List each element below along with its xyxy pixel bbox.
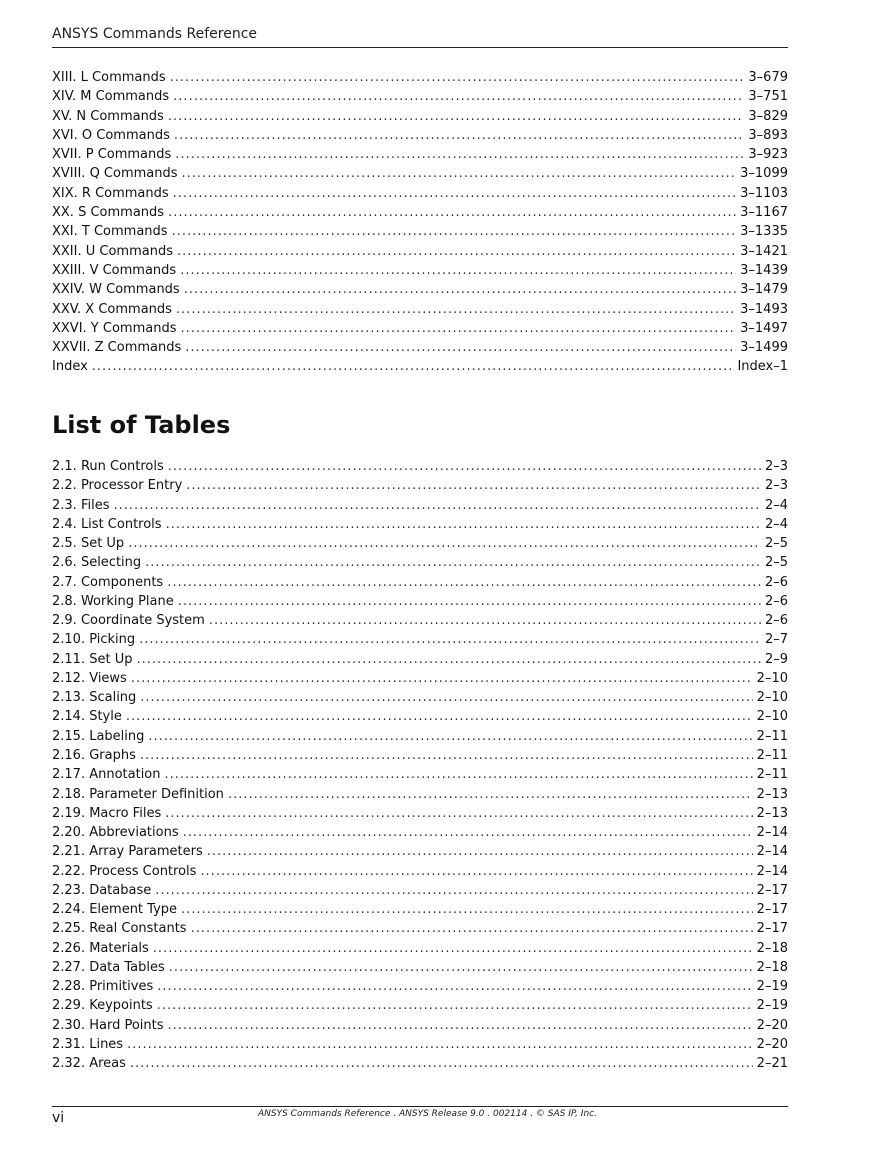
dot-leader [128, 534, 761, 553]
toc-entry-page[interactable]: 2–19 [756, 979, 788, 995]
toc-entry-label[interactable]: XIV. M Commands [52, 89, 170, 105]
dot-leader [168, 1016, 753, 1035]
toc-entry-page[interactable]: 3–1439 [740, 262, 788, 278]
toc-entry[interactable] [52, 457, 788, 476]
toc-entry-label[interactable]: XXII. U Commands [52, 243, 173, 259]
dot-leader [140, 688, 752, 707]
toc-entry[interactable] [52, 553, 788, 572]
toc-entry-page[interactable]: 2–13 [756, 786, 788, 802]
dot-leader [186, 476, 761, 495]
toc-entry-page[interactable]: 3–751 [748, 89, 788, 105]
toc-entry-page[interactable]: 2–11 [756, 747, 788, 763]
dot-leader [145, 553, 761, 572]
toc-entry[interactable] [52, 573, 788, 592]
toc-entry-page[interactable]: Index–1 [737, 359, 788, 375]
toc-entry-page[interactable]: 2–18 [756, 959, 788, 975]
toc-commands-list [52, 68, 788, 377]
toc-entry[interactable] [52, 630, 788, 649]
toc-entry[interactable] [52, 164, 788, 183]
list-of-tables-heading: List of Tables [52, 411, 231, 439]
toc-entry-page[interactable]: 2–13 [756, 805, 788, 821]
toc-entry-page[interactable]: 2–20 [756, 1017, 788, 1033]
toc-entry-page[interactable]: 3–923 [748, 147, 788, 163]
toc-entry-page[interactable]: 2–14 [756, 844, 788, 860]
toc-entry-label[interactable]: 2.22. Process Controls [52, 863, 197, 879]
dot-leader [170, 68, 745, 87]
toc-entry-label[interactable]: 2.32. Areas [52, 1056, 126, 1072]
toc-entry[interactable] [52, 261, 788, 280]
toc-entry-page[interactable]: 2–6 [764, 574, 788, 590]
toc-entry[interactable] [52, 126, 788, 145]
toc-entry[interactable] [52, 669, 788, 688]
toc-entry[interactable] [52, 107, 788, 126]
dot-leader [228, 785, 753, 804]
toc-entry-label[interactable]: XX. S Commands [52, 205, 165, 221]
dot-leader [173, 87, 744, 106]
dot-leader [200, 862, 752, 881]
toc-entry-label[interactable]: XVI. O Commands [52, 127, 170, 143]
footer-page-number: vi [52, 1110, 65, 1126]
dot-leader [92, 357, 734, 376]
dot-leader [148, 727, 752, 746]
dot-leader [139, 630, 761, 649]
toc-entry-label[interactable]: 2.7. Components [52, 574, 164, 590]
toc-entry[interactable] [52, 1054, 788, 1073]
toc-entry-label[interactable]: XV. N Commands [52, 108, 164, 124]
toc-entry[interactable] [52, 785, 788, 804]
toc-entry[interactable] [52, 87, 788, 106]
dot-leader [136, 650, 760, 669]
toc-entry-page[interactable]: 2–4 [764, 516, 788, 532]
toc-entry-page[interactable]: 3–1493 [740, 301, 788, 317]
toc-entry-label[interactable]: 2.5. Set Up [52, 536, 125, 552]
toc-entry-page[interactable]: 2–3 [764, 478, 788, 494]
dot-leader [153, 939, 753, 958]
toc-entry-label[interactable]: 2.1. Run Controls [52, 459, 164, 474]
running-header-title: ANSYS Commands Reference [52, 26, 258, 42]
toc-entry-page[interactable]: 3–1167 [740, 205, 788, 221]
dot-leader [182, 164, 737, 183]
toc-entry[interactable] [52, 242, 788, 261]
toc-entry-label[interactable]: XXV. X Commands [52, 301, 172, 317]
toc-entry[interactable] [52, 476, 788, 495]
dot-leader [157, 977, 752, 996]
toc-entry[interactable] [52, 688, 788, 707]
dot-leader [191, 919, 753, 938]
toc-entry[interactable] [52, 611, 788, 630]
dot-leader [177, 242, 736, 261]
toc-entry-page[interactable]: 3–1479 [740, 282, 788, 298]
toc-entry-label[interactable]: 2.14. Style [52, 709, 122, 725]
dot-leader [185, 338, 736, 357]
toc-entry[interactable] [52, 145, 788, 164]
toc-entry-label[interactable]: XVII. P Commands [52, 147, 172, 163]
dot-leader [165, 804, 752, 823]
dot-leader [167, 573, 761, 592]
toc-entry-label[interactable]: XVIII. Q Commands [52, 166, 178, 182]
toc-entry-label[interactable]: 2.30. Hard Points [52, 1017, 164, 1033]
dot-leader [168, 203, 736, 222]
toc-entry-label[interactable]: 2.20. Abbreviations [52, 825, 179, 841]
toc-entry[interactable] [52, 1035, 788, 1054]
toc-entry-label[interactable]: 2.25. Real Constants [52, 921, 187, 937]
list-of-tables [52, 457, 788, 1074]
toc-entry-label[interactable]: 2.16. Graphs [52, 747, 136, 763]
dot-leader [126, 707, 753, 726]
toc-entry-page[interactable]: 2–17 [756, 882, 788, 898]
dot-leader [209, 611, 761, 630]
dot-leader [176, 300, 736, 319]
toc-entry[interactable] [52, 300, 788, 319]
toc-entry[interactable] [52, 842, 788, 861]
toc-entry-label[interactable]: 2.3. Files [52, 497, 110, 513]
toc-entry-page[interactable]: 2–14 [756, 825, 788, 841]
dot-leader [174, 126, 745, 145]
dot-leader [172, 222, 737, 241]
toc-entry-page[interactable]: 3–1499 [740, 340, 788, 356]
toc-entry-label[interactable]: XXVI. Y Commands [52, 320, 177, 336]
dot-leader [113, 496, 760, 515]
toc-entry[interactable] [52, 727, 788, 746]
toc-entry[interactable] [52, 862, 788, 881]
toc-entry-page[interactable]: 2–21 [756, 1056, 788, 1072]
dot-leader [166, 515, 761, 534]
dot-leader [131, 669, 753, 688]
toc-entry-label[interactable]: 2.9. Coordinate System [52, 613, 205, 629]
toc-entry[interactable] [52, 515, 788, 534]
toc-entry[interactable] [52, 939, 788, 958]
toc-entry[interactable] [52, 338, 788, 357]
toc-entry-page[interactable]: 2–10 [756, 709, 788, 725]
toc-entry-page[interactable]: 3–829 [748, 108, 788, 124]
toc-entry[interactable] [52, 280, 788, 299]
toc-entry-label[interactable]: XIII. L Commands [52, 70, 166, 85]
toc-entry-page[interactable]: 2–9 [764, 651, 788, 667]
toc-entry[interactable] [52, 996, 788, 1015]
toc-entry[interactable] [52, 496, 788, 515]
toc-entry-label[interactable]: 2.26. Materials [52, 940, 149, 956]
toc-entry-page[interactable]: 2–6 [764, 593, 788, 609]
toc-entry-page[interactable]: 2–6 [764, 613, 788, 629]
toc-entry-page[interactable]: 2–10 [756, 690, 788, 706]
toc-entry-page[interactable]: 2–17 [756, 921, 788, 937]
toc-entry[interactable] [52, 534, 788, 553]
dot-leader [168, 457, 761, 476]
toc-entry-label[interactable]: XXIII. V Commands [52, 262, 177, 278]
toc-entry-label[interactable]: 2.4. List Controls [52, 516, 162, 532]
toc-entry-page[interactable]: 2–19 [756, 998, 788, 1014]
dot-leader [140, 746, 753, 765]
toc-entry-label[interactable]: 2.21. Array Parameters [52, 844, 203, 860]
toc-entry[interactable] [52, 881, 788, 900]
dot-leader [184, 280, 736, 299]
dot-leader [157, 996, 753, 1015]
toc-entry[interactable] [52, 222, 788, 241]
toc-entry-page[interactable]: 2–4 [764, 497, 788, 513]
toc-entry-label[interactable]: 2.12. Views [52, 670, 127, 686]
dot-leader [207, 842, 753, 861]
toc-entry-page[interactable]: 2–5 [764, 536, 788, 552]
toc-entry-label[interactable]: 2.24. Element Type [52, 902, 178, 918]
toc-entry-label[interactable]: 2.23. Database [52, 882, 152, 898]
toc-entry-page[interactable]: 3–1099 [740, 166, 788, 182]
toc-entry-label[interactable]: 2.8. Working Plane [52, 593, 174, 609]
toc-entry-page[interactable]: 3–1335 [740, 224, 788, 240]
dot-leader [180, 319, 736, 338]
toc-entry-page[interactable]: 2–17 [756, 902, 788, 918]
toc-entry-label[interactable]: 2.31. Lines [52, 1036, 124, 1052]
toc-entry[interactable] [52, 319, 788, 338]
toc-entry-page[interactable]: 2–11 [756, 767, 788, 783]
toc-entry-page[interactable]: 2–11 [756, 728, 788, 744]
dot-leader [127, 1035, 753, 1054]
toc-entry-label[interactable]: 2.18. Parameter Definition [52, 786, 224, 802]
toc-entry-label[interactable]: 2.17. Annotation [52, 767, 161, 783]
toc-entry-label[interactable]: XXIV. W Commands [52, 282, 180, 298]
header-divider [52, 47, 788, 48]
toc-entry-page[interactable]: 3–1421 [740, 243, 788, 259]
toc-entry[interactable] [52, 900, 788, 919]
dot-leader [168, 107, 745, 126]
footer-copyright: ANSYS Commands Reference . ANSYS Release 9.0 . 002114 . © SAS IP, Inc. [258, 1109, 597, 1119]
toc-entry[interactable] [52, 707, 788, 726]
toc-entry[interactable] [52, 1016, 788, 1035]
dot-leader [169, 958, 753, 977]
toc-entry[interactable] [52, 203, 788, 222]
dot-leader [173, 184, 736, 203]
toc-entry-page[interactable]: 3–1103 [740, 185, 788, 201]
toc-entry-page[interactable]: 2–7 [764, 632, 788, 648]
footer-divider [52, 1106, 788, 1107]
dot-leader [178, 592, 761, 611]
toc-entry-label[interactable]: XIX. R Commands [52, 185, 169, 201]
toc-entry[interactable] [52, 919, 788, 938]
toc-entry-label[interactable]: 2.2. Processor Entry [52, 478, 183, 494]
toc-entry-label[interactable]: XXVII. Z Commands [52, 340, 182, 356]
toc-entry-label[interactable]: 2.11. Set Up [52, 651, 133, 667]
toc-entry-label[interactable]: 2.29. Keypoints [52, 998, 153, 1014]
toc-entry[interactable] [52, 804, 788, 823]
toc-entry-label[interactable]: 2.19. Macro Files [52, 805, 162, 821]
toc-entry[interactable] [52, 184, 788, 203]
dot-leader [180, 261, 736, 280]
toc-entry-page[interactable]: 3–1497 [740, 320, 788, 336]
toc-entry-label[interactable]: 2.6. Selecting [52, 555, 142, 571]
dot-leader [181, 900, 753, 919]
dot-leader [155, 881, 752, 900]
toc-entry[interactable] [52, 746, 788, 765]
toc-entry[interactable] [52, 357, 788, 376]
toc-entry[interactable] [52, 958, 788, 977]
toc-entry-label[interactable]: 2.28. Primitives [52, 979, 154, 995]
toc-entry[interactable] [52, 977, 788, 996]
toc-entry-page[interactable]: 2–14 [756, 863, 788, 879]
toc-entry-page[interactable]: 2–3 [764, 459, 788, 474]
toc-entry[interactable] [52, 68, 788, 87]
toc-entry-page[interactable]: 2–10 [756, 670, 788, 686]
toc-entry-label[interactable]: Index [52, 359, 88, 375]
toc-entry-label[interactable]: 2.27. Data Tables [52, 959, 165, 975]
toc-entry[interactable] [52, 765, 788, 784]
toc-entry-page[interactable]: 2–5 [764, 555, 788, 571]
dot-leader [130, 1054, 753, 1073]
toc-entry-page[interactable]: 3–679 [748, 70, 788, 85]
toc-entry-label[interactable]: 2.13. Scaling [52, 690, 137, 706]
toc-entry-label[interactable]: 2.15. Labeling [52, 728, 145, 744]
toc-entry-page[interactable]: 2–18 [756, 940, 788, 956]
dot-leader [175, 145, 744, 164]
toc-entry-page[interactable]: 3–893 [748, 127, 788, 143]
dot-leader [165, 765, 753, 784]
toc-entry[interactable] [52, 592, 788, 611]
toc-entry-label[interactable]: 2.10. Picking [52, 632, 136, 648]
toc-entry[interactable] [52, 823, 788, 842]
dot-leader [183, 823, 753, 842]
toc-entry-page[interactable]: 2–20 [756, 1036, 788, 1052]
toc-entry[interactable] [52, 650, 788, 669]
toc-entry-label[interactable]: XXI. T Commands [52, 224, 168, 240]
